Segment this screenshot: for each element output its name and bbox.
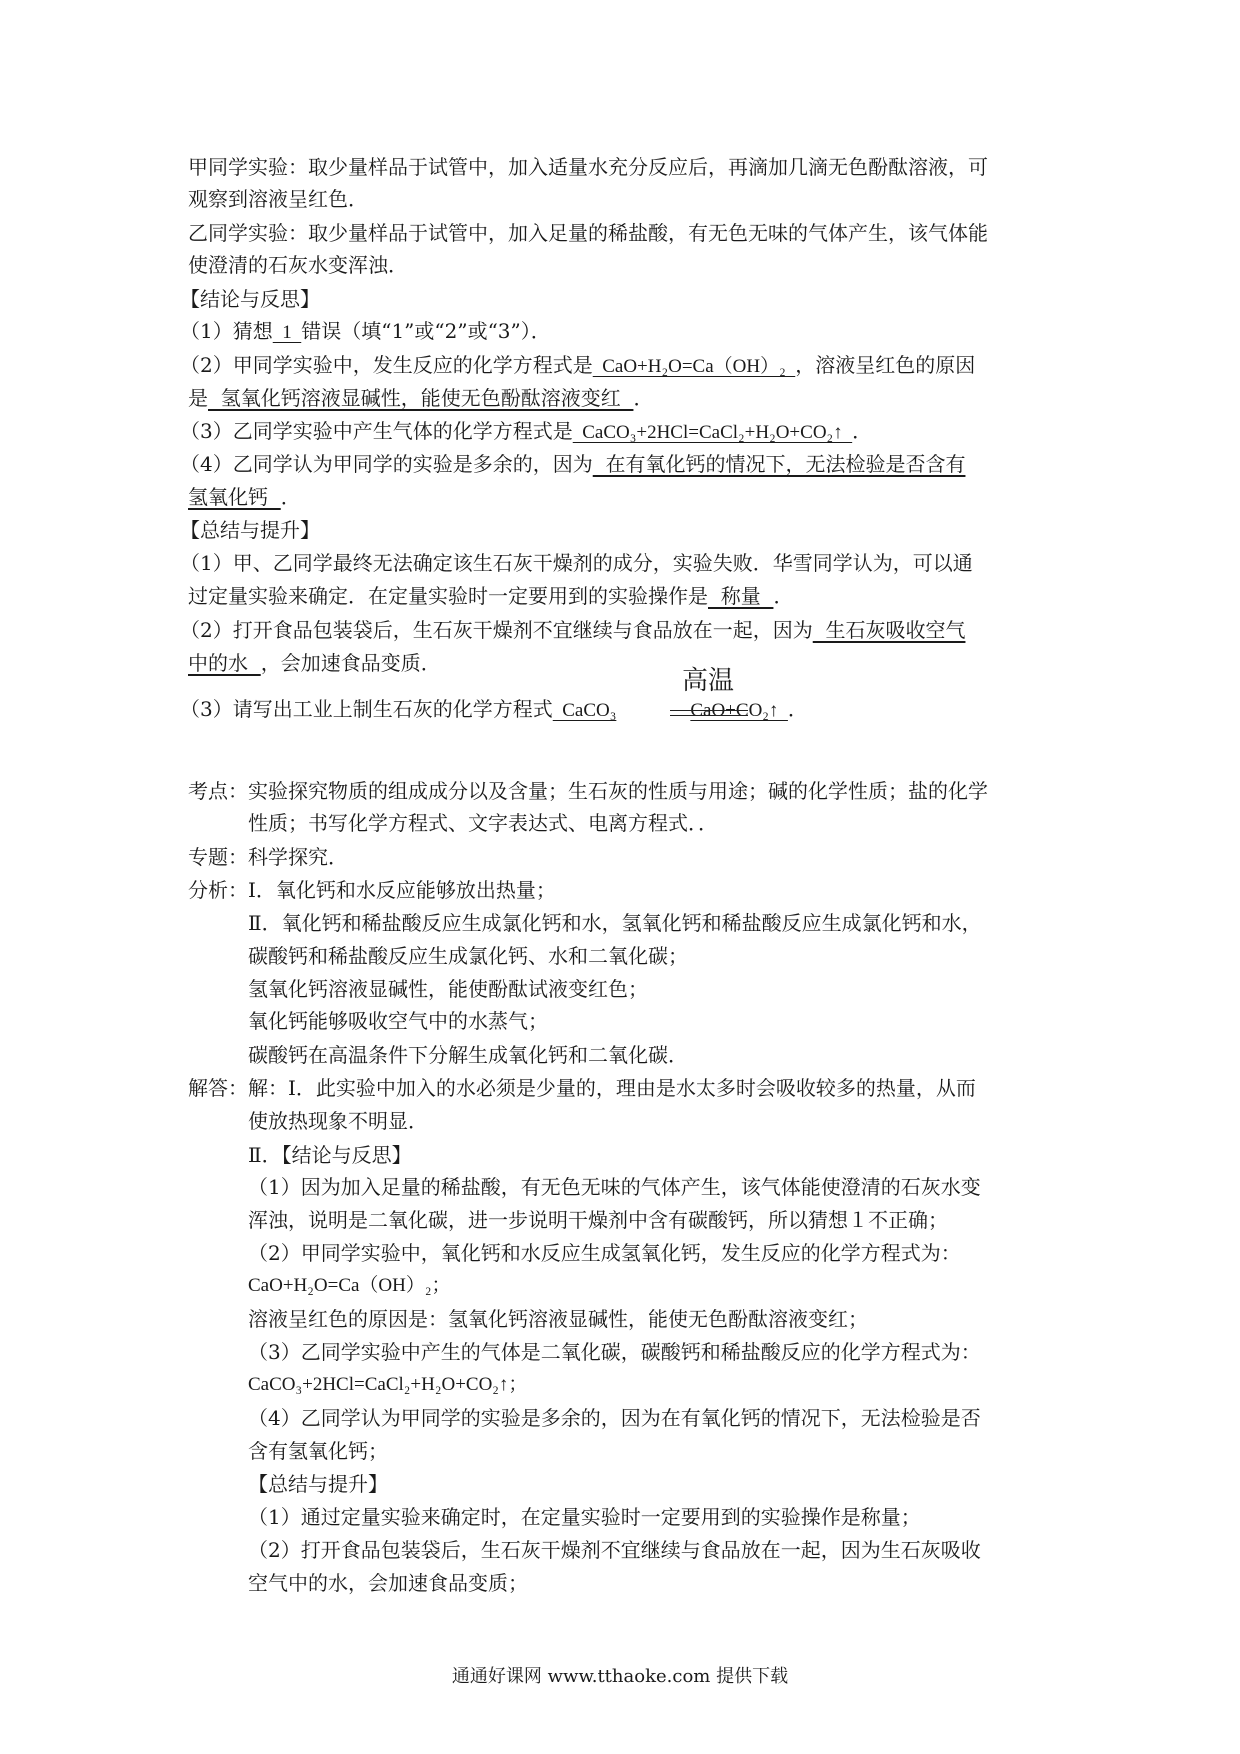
solution-line: 空气中的水，会加速食品变质； <box>248 1571 528 1595</box>
q1-suffix: 错误（填“1”或“2”或“3”）． <box>301 319 551 343</box>
q4-answer-part2: 氢氧化钙 <box>188 485 281 509</box>
page-footer: 通通好课网 www.tthaoke.com 提供下载 <box>451 1666 789 1687</box>
solution-line: （2）打开食品包装袋后，生石灰干燥剂不宜继续与食品放在一起，因为生石灰吸收 <box>248 1538 981 1562</box>
s3-end: ． <box>787 697 808 721</box>
q1-prefix: （1）猜想 <box>180 319 273 343</box>
question-2-line2 <box>188 383 653 413</box>
equals-bar-top <box>670 710 748 711</box>
solution-line: Ⅱ．【结论与反思】 <box>248 1143 412 1167</box>
q3-end: ． <box>852 419 873 443</box>
s3-prefix: （3）请写出工业上制生石灰的化学方程式 <box>180 697 553 721</box>
q4-prefix: （4）乙同学认为甲同学的实验是多余的，因为 <box>180 452 593 476</box>
solution-line: 浑浊，说明是二氧化碳，进一步说明干燥剂中含有碳酸钙，所以猜想１不正确； <box>248 1208 948 1232</box>
question-1 <box>180 316 551 348</box>
s3-answer-left: CaCO₃ <box>552 700 617 721</box>
q2-prefix: （2）甲同学实验中，发生反应的化学方程式是 <box>180 353 593 377</box>
s2-prefix: （2）打开食品包装袋后，生石灰干燥剂不宜继续与食品放在一起，因为 <box>180 618 813 642</box>
solution-line: （2）甲同学实验中，氧化钙和水反应生成氢氧化钙，发生反应的化学方程式为： <box>248 1241 961 1265</box>
solution-line: （1）因为加入足量的稀盐酸，有无色无味的气体产生，该气体能使澄清的石灰水变 <box>248 1175 981 1199</box>
equals-bar-bottom <box>670 715 748 716</box>
q2-end: ． <box>633 386 654 410</box>
solution-line: 解答：解：Ⅰ．此实验中加入的水必须是少量的，理由是水太多时会吸收较多的热量，从而 <box>188 1076 976 1100</box>
question-4-line1 <box>180 449 965 479</box>
q2-middle: ，溶液呈红色的原因 <box>795 353 976 377</box>
q3-answer-equation: CaCO₃+2HCl=CaCl₂+H₂O+CO₂↑ <box>572 422 853 443</box>
solution-line: 溶液呈红色的原因是：氢氧化钙溶液显碱性，能使无色酚酞溶液变红； <box>248 1307 868 1331</box>
q1-answer: 1 <box>272 322 302 343</box>
summary-1-line2 <box>188 581 793 611</box>
text-line: 甲同学实验：取少量样品于试管中，加入适量水充分反应后，再滴加几滴无色酚酞溶液，可 <box>188 155 988 179</box>
section-heading: 【总结与提升】 <box>180 518 320 542</box>
text-line: 乙同学实验：取少量样品于试管中，加入足量的稀盐酸，有无色无味的气体产生，该气体能 <box>188 221 988 245</box>
s1-prefix: 过定量实验来确定．在定量实验时一定要用到的实验操作是 <box>188 584 708 608</box>
solution-line: 使放热现象不明显． <box>248 1109 428 1133</box>
analysis-line: 氧化钙能够吸收空气中的水蒸气； <box>248 1009 548 1033</box>
analysis-line: 性质；书写化学方程式、文字表达式、电离方程式．． <box>248 811 718 835</box>
q2-answer-equation: CaO+H₂O=Ca（OH）₂ <box>592 356 796 377</box>
reaction-condition: 高温 <box>682 666 735 696</box>
q4-end: ． <box>280 485 301 509</box>
analysis-line: 考点：实验探究物质的组成成分以及含量；生石灰的性质与用途；碱的化学性质；盐的化学 <box>188 779 988 803</box>
summary-2-line1 <box>180 615 965 645</box>
s1-end: ． <box>773 584 794 608</box>
s2-end: ，会加速食品变质． <box>260 651 441 675</box>
solution-line: （1）通过定量实验来确定时，在定量实验时一定要用到的实验操作是称量； <box>248 1505 921 1529</box>
summary-1-line1: （1）甲、乙同学最终无法确定该生石灰干燥剂的成分，实验失败．华雪同学认为，可以通 <box>180 551 973 575</box>
s2-answer-part2: 中的水 <box>188 651 261 675</box>
section-heading: 【结论与反思】 <box>180 287 320 311</box>
solution-line: 含有氢氧化钙； <box>248 1439 388 1463</box>
q3-prefix: （3）乙同学实验中产生气体的化学方程式是 <box>180 419 573 443</box>
s3-answer-right: CaO+CO₂↑ <box>690 700 788 721</box>
question-2-line1 <box>180 350 975 382</box>
question-3 <box>180 416 872 448</box>
q2-answer-reason: 氢氧化钙溶液显碱性，能使无色酚酞溶液变红 <box>208 386 634 410</box>
text-line: 使澄清的石灰水变浑浊． <box>188 253 408 277</box>
solution-line: 【总结与提升】 <box>248 1472 388 1496</box>
question-4-line2 <box>188 482 301 512</box>
solution-line: （3）乙同学实验中产生的气体是二氧化碳，碳酸钙和稀盐酸反应的化学方程式为： <box>248 1340 981 1364</box>
analysis-line: 氢氧化钙溶液显碱性，能使酚酞试液变红色； <box>248 977 648 1001</box>
s2-answer-part1: 生石灰吸收空气 <box>812 618 966 642</box>
summary-2-line2 <box>188 648 441 678</box>
analysis-line: 碳酸钙和稀盐酸反应生成氯化钙、水和二氧化碳； <box>248 944 688 968</box>
solution-equation: CaCO₃+2HCl=CaCl₂+H₂O+CO₂↑； <box>248 1374 528 1395</box>
analysis-line: 专题：科学探究． <box>188 845 348 869</box>
analysis-line: 碳酸钙在高温条件下分解生成氧化钙和二氧化碳． <box>248 1043 688 1067</box>
text-line: 观察到溶液呈红色． <box>188 187 368 211</box>
s1-answer: 称量 <box>708 584 774 608</box>
analysis-line: 分析：Ⅰ．氧化钙和水反应能够放出热量； <box>188 878 556 902</box>
q4-answer-part1: 在有氧化钙的情况下，无法检验是否含有 <box>592 452 966 476</box>
solution-equation: CaO+H₂O=Ca（OH）₂； <box>248 1275 451 1296</box>
solution-line: （4）乙同学认为甲同学的实验是多余的，因为在有氧化钙的情况下，无法检验是否 <box>248 1406 981 1430</box>
q2-prefix2: 是 <box>188 386 208 410</box>
analysis-line: Ⅱ．氧化钙和稀盐酸反应生成氯化钙和水，氢氧化钙和稀盐酸反应生成氯化钙和水， <box>248 911 982 935</box>
